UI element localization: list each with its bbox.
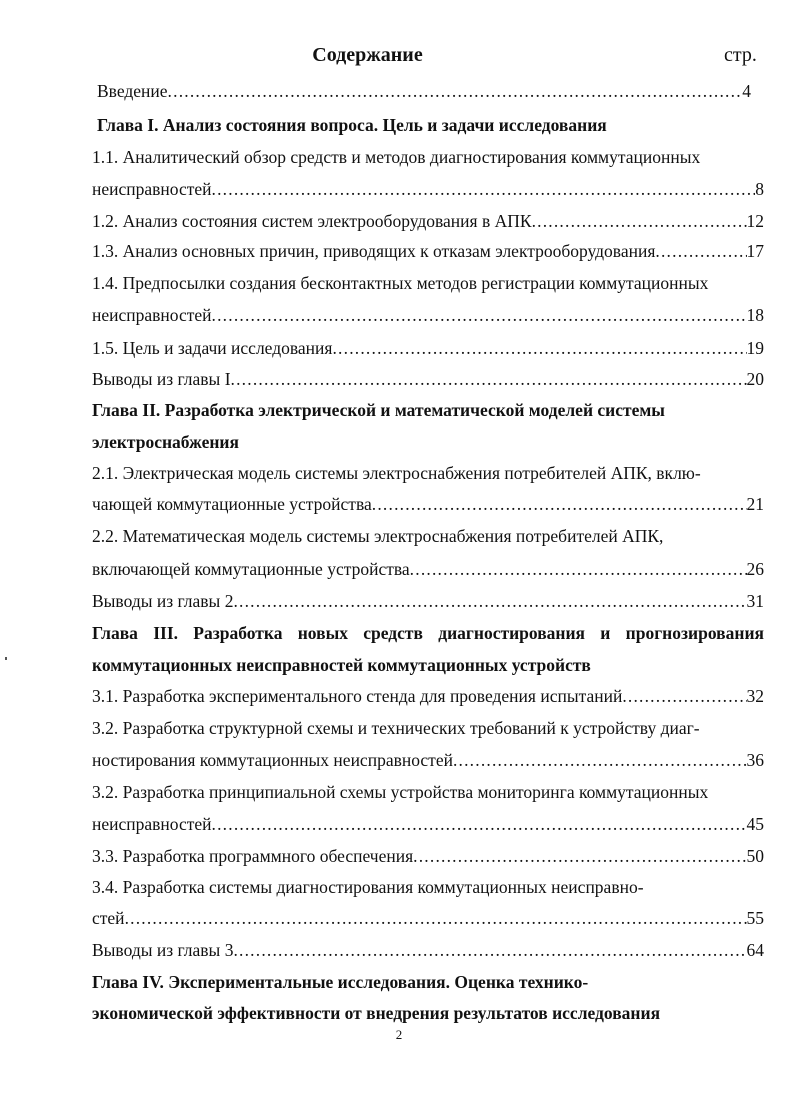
dot-leader [233,590,746,612]
toc-page-number: 64 [746,940,764,960]
dot-leader [532,210,747,232]
chapter-4-heading-line2: экономической эффективности от внедрения результатов исследования [92,1003,661,1023]
toc-entry-3-2a [92,749,764,771]
toc-entry-2-1 [92,493,764,515]
toc-entry-3-3 [92,845,764,867]
toc-page-number: 26 [746,559,764,579]
toc-entry-text: Выводы из главы I [92,369,231,389]
dot-leader [212,178,756,200]
toc-page-number: 21 [746,494,764,514]
toc-page-number: 4 [742,81,751,101]
chapter-3-heading-line2: коммутационных неисправностей коммутационных устройств [92,655,591,675]
toc-page-number: 31 [746,591,764,611]
toc-entry-3-2b [92,813,764,835]
dot-leader [413,845,746,867]
dot-leader [125,907,747,929]
toc-entry-2-2 [92,558,764,580]
toc-entry-intro [97,80,751,102]
toc-entry-text: Введение [97,81,168,101]
toc-entry-2-2-line1: 2.2. Математическая модель системы электроснабжения потребителей АПК, [92,526,664,546]
toc-entry-text: 1.3. Анализ основных причин, приводящих к отказам электрооборудования [92,241,656,261]
dot-leader [622,685,746,707]
heading-word: новых [297,623,348,643]
toc-entry-text: 1.5. Цель и задачи исследования [92,338,333,358]
toc-entry-1-2 [92,210,764,232]
toc-page-number: 17 [746,241,764,261]
toc-entry-text: стей [92,908,125,928]
toc-page-number: 32 [746,686,764,706]
toc-entry-text: 3.3. Разработка программного обеспечения [92,846,414,866]
dot-leader [655,240,746,262]
toc-entry-1-4 [92,304,764,326]
toc-entry-1-5 [92,337,764,359]
toc-page-number: 19 [746,338,764,358]
dot-leader [233,939,746,961]
chapter-3-heading-line1 [92,622,764,644]
toc-entry-text: 1.2. Анализ состояния систем электрооборудования в АПК [92,211,532,231]
dot-leader [212,813,747,835]
chapter-2-heading-line1: Глава II. Разработка электрической и математической моделей системы [92,400,665,420]
page-number: 2 [395,1027,403,1042]
heading-word: Разработка [193,623,283,643]
scan-speck [5,657,7,660]
dot-leader [410,558,747,580]
toc-entry-text: неисправностей [92,305,212,325]
toc-entry-ch3-conclusions [92,939,764,961]
heading-word: прогнозирования [625,623,764,643]
toc-entry-3-4 [92,907,764,929]
dot-leader [453,749,747,771]
toc-page-number: 45 [746,814,764,834]
toc-entry-text: чающей коммутационные устройства [92,494,372,514]
toc-page-number: 12 [746,211,764,231]
dot-leader [332,337,746,359]
toc-page-number: 50 [746,846,764,866]
toc-entry-text: ностирования коммутационных неисправностей [92,750,453,770]
toc-entry-text: неисправностей [92,179,212,199]
toc-page-number: 18 [746,305,764,325]
toc-page-number: 8 [755,179,764,199]
toc-entry-text: Выводы из главы 3 [92,940,234,960]
toc-page-number: 20 [746,369,764,389]
dot-leader [212,304,747,326]
toc-entry-ch2-conclusions [92,590,764,612]
dot-leader [168,80,743,102]
toc-entry-text: Выводы из главы 2 [92,591,234,611]
dot-leader [372,493,747,515]
heading-word: III. [153,623,179,643]
toc-entry-1-4-line1: 1.4. Предпосылки создания бесконтактных методов регистрации коммутационных [92,273,709,293]
chapter-2-heading-line2: электроснабжения [92,432,239,452]
toc-entry-1-1 [92,178,764,200]
heading-word: Глава [92,623,138,643]
toc-entry-3-2b-line1: 3.2. Разработка принципиальной схемы устройства мониторинга коммутационных [92,782,709,802]
toc-entry-3-4-line1: 3.4. Разработка системы диагностирования коммутационных неисправно- [92,877,644,897]
toc-entry-text: неисправностей [92,814,212,834]
toc-entry-3-1 [92,685,764,707]
heading-word: средств [363,623,423,643]
toc-entry-3-2a-line1: 3.2. Разработка структурной схемы и технических требований к устройству диаг- [92,718,700,738]
page-column-label: стр. [724,44,757,66]
heading-word: диагностирования [438,623,586,643]
page-title: Содержание [312,44,423,66]
chapter-1-heading: Глава I. Анализ состояния вопроса. Цель и задачи исследования [97,115,607,135]
toc-page-number: 36 [746,750,764,770]
toc-entry-ch1-conclusions [92,368,764,390]
dot-leader [231,368,747,390]
toc-entry-1-1-line1: 1.1. Аналитический обзор средств и методов диагностирования коммутационных [92,147,701,167]
toc-entry-1-3 [92,240,764,262]
toc-page-number: 55 [746,908,764,928]
toc-entry-2-1-line1: 2.1. Электрическая модель системы электроснабжения потребителей АПК, вклю- [92,463,701,483]
heading-word: и [600,623,611,643]
chapter-4-heading-line1: Глава IV. Экспериментальные исследования. Оценка технико- [92,972,589,992]
toc-entry-text: включающей коммутационные устройства [92,559,410,579]
toc-entry-text: 3.1. Разработка экспериментального стенда для проведения испытаний [92,686,623,706]
